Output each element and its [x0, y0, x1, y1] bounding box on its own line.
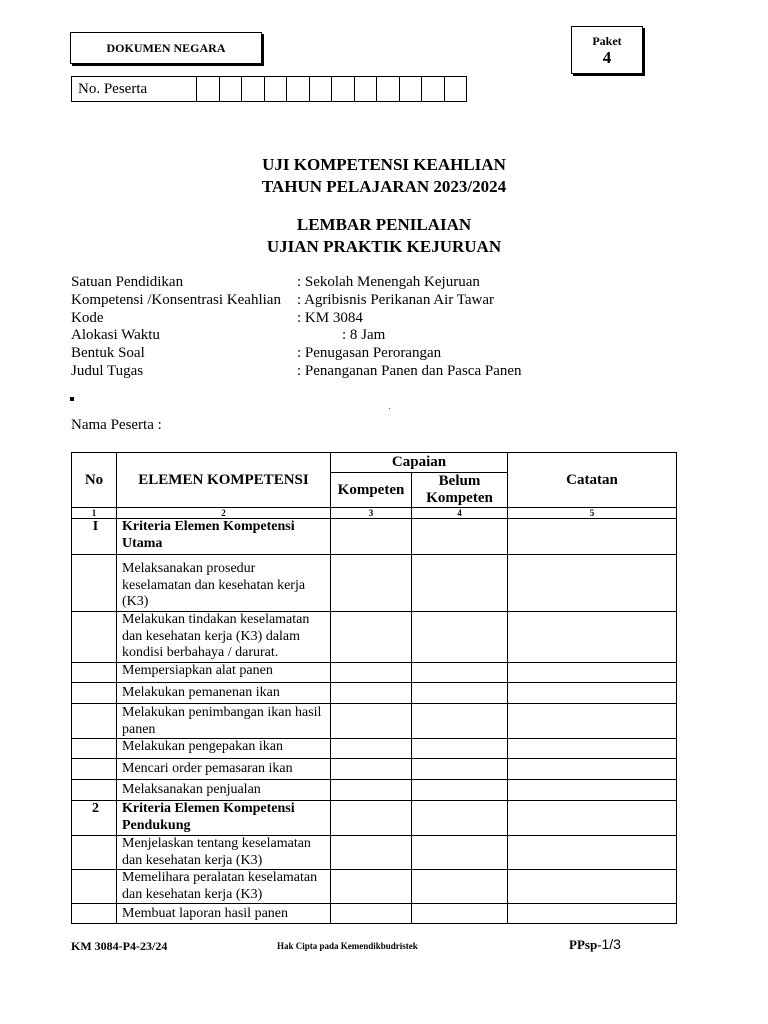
peserta-digit-cell[interactable] — [242, 77, 265, 101]
belum-kompeten-cell[interactable] — [412, 759, 508, 780]
kompeten-cell[interactable] — [331, 519, 412, 555]
assessment-table — [71, 452, 677, 924]
no-cell — [72, 555, 117, 612]
no-peserta-label: No. Peserta — [72, 77, 197, 101]
kompeten-cell[interactable] — [331, 663, 412, 683]
info-value: : KM 3084 — [297, 309, 363, 326]
table-row — [72, 663, 677, 683]
peserta-digit-cell[interactable] — [265, 77, 288, 101]
info-value: : 8 Jam — [297, 327, 386, 344]
kompeten-cell[interactable] — [331, 612, 412, 663]
info-label: Alokasi Waktu — [71, 327, 160, 344]
info-row — [71, 363, 522, 381]
nama-peserta-label: Nama Peserta : — [71, 417, 162, 433]
no-cell — [72, 759, 117, 780]
title-line-1: UJI KOMPETENSI KEAHLIAN — [262, 155, 506, 174]
catatan-cell[interactable] — [508, 836, 677, 870]
catatan-cell[interactable] — [508, 555, 677, 612]
belum-kompeten-cell[interactable] — [412, 612, 508, 663]
no-cell — [72, 836, 117, 870]
kompeten-cell[interactable] — [331, 870, 412, 904]
element-text: Melaksanakan prosedur keselamatan dan kesehatan kerja (K3) — [117, 555, 331, 612]
section-number: I — [72, 519, 117, 555]
catatan-cell[interactable] — [508, 612, 677, 663]
peserta-digit-cell[interactable] — [355, 77, 378, 101]
kompeten-cell[interactable] — [331, 759, 412, 780]
catatan-cell[interactable] — [508, 870, 677, 904]
sheet-title — [0, 214, 768, 258]
catatan-cell[interactable] — [508, 780, 677, 801]
header-belum-kompeten: Belum Kompeten — [412, 473, 508, 508]
info-value: : Sekolah Menengah Kejuruan — [297, 274, 480, 290]
paket-box — [571, 26, 643, 74]
index-cell: 3 — [331, 508, 412, 519]
footer-page-prefix: PPsp- — [569, 937, 602, 952]
kompeten-cell[interactable] — [331, 836, 412, 870]
index-cell: 5 — [508, 508, 677, 519]
kompeten-cell[interactable] — [331, 739, 412, 759]
table-row — [72, 780, 677, 801]
belum-kompeten-cell[interactable] — [412, 780, 508, 801]
peserta-digit-cell[interactable] — [220, 77, 243, 101]
footer-page-number: 1/3 — [601, 936, 621, 952]
element-text: Mempersiapkan alat panen — [117, 663, 331, 683]
peserta-digit-cell[interactable] — [422, 77, 445, 101]
table-row — [72, 739, 677, 759]
belum-kompeten-cell[interactable] — [412, 836, 508, 870]
table-row — [72, 870, 677, 904]
peserta-digit-cell[interactable] — [197, 77, 220, 101]
info-row — [71, 274, 522, 292]
belum-kompeten-cell[interactable] — [412, 519, 508, 555]
table-row — [72, 759, 677, 780]
element-text: Melakukan pemanenan ikan — [117, 683, 331, 704]
header-catatan: Catatan — [508, 453, 677, 508]
kompeten-cell[interactable] — [331, 904, 412, 924]
info-label: Kompetensi /Konsentrasi Keahlian — [71, 291, 281, 308]
table-row — [72, 801, 677, 836]
paket-label: Paket — [592, 34, 622, 48]
no-cell — [72, 612, 117, 663]
table-row — [72, 519, 677, 555]
no-cell — [72, 904, 117, 924]
element-text: Mencari order pemasaran ikan — [117, 759, 331, 780]
section-title: Kriteria Elemen Kompetensi Utama — [117, 519, 331, 555]
no-cell — [72, 739, 117, 759]
catatan-cell[interactable] — [508, 801, 677, 836]
catatan-cell[interactable] — [508, 704, 677, 739]
info-label: Satuan Pendidikan — [71, 274, 184, 290]
paket-number: 4 — [602, 48, 612, 67]
kompeten-cell[interactable] — [331, 704, 412, 739]
table-row — [72, 704, 677, 739]
table-row — [72, 904, 677, 924]
title-line-2: TAHUN PELAJARAN 2023/2024 — [261, 177, 507, 196]
footer-code: KM 3084-P4-23/24 — [71, 939, 168, 953]
info-row — [71, 327, 522, 345]
peserta-digit-cell[interactable] — [332, 77, 355, 101]
info-row — [71, 310, 522, 328]
info-value: : Penanganan Panen dan Pasca Panen — [297, 362, 522, 379]
header-capaian: Capaian — [331, 453, 508, 473]
belum-kompeten-cell[interactable] — [412, 663, 508, 683]
belum-kompeten-cell[interactable] — [412, 801, 508, 836]
exam-title — [0, 154, 768, 198]
header-kompeten: Kompeten — [331, 473, 412, 508]
footer-copyright: Hak Cipta pada Kemendikbudristek — [277, 941, 418, 951]
info-label: Bentuk Soal — [71, 345, 145, 362]
peserta-digit-cell[interactable] — [445, 77, 467, 101]
header-elemen: ELEMEN KOMPETENSI — [117, 453, 331, 508]
catatan-cell[interactable] — [508, 759, 677, 780]
table-row — [72, 555, 677, 612]
element-text: Membuat laporan hasil panen — [117, 904, 331, 924]
belum-kompeten-cell[interactable] — [412, 870, 508, 904]
no-cell — [72, 780, 117, 801]
belum-kompeten-cell[interactable] — [412, 904, 508, 924]
info-label: Kode — [71, 309, 104, 326]
info-value: : Penugasan Perorangan — [297, 345, 442, 362]
no-cell — [72, 663, 117, 683]
info-row — [71, 292, 522, 310]
info-row — [71, 345, 522, 363]
catatan-cell[interactable] — [508, 519, 677, 555]
exam-info — [71, 274, 522, 381]
belum-kompeten-cell[interactable] — [412, 739, 508, 759]
section-number: 2 — [72, 801, 117, 836]
no-cell — [72, 683, 117, 704]
section-title: Kriteria Elemen Kompetensi Pendukung — [117, 801, 331, 836]
element-text: Melakukan pengepakan ikan — [117, 739, 331, 759]
column-index-row — [72, 508, 677, 519]
catatan-cell[interactable] — [508, 739, 677, 759]
kompeten-cell[interactable] — [331, 801, 412, 836]
table-header-row — [72, 453, 677, 473]
no-cell — [72, 704, 117, 739]
header-no: No — [72, 453, 117, 508]
index-cell: 1 — [72, 508, 117, 519]
element-text: Melakukan tindakan keselamatan dan kesehatan kerja (K3) dalam kondisi berbahaya / darurat. — [117, 612, 331, 663]
kompeten-cell[interactable] — [331, 780, 412, 801]
element-text: Menjelaskan tentang keselamatan dan kesehatan kerja (K3) — [117, 836, 331, 870]
no-cell — [72, 870, 117, 904]
peserta-digit-cell[interactable] — [287, 77, 310, 101]
stray-dot — [389, 408, 390, 409]
catatan-cell[interactable] — [508, 904, 677, 924]
belum-kompeten-cell[interactable] — [412, 704, 508, 739]
footer-page — [569, 936, 621, 953]
peserta-digit-cell[interactable] — [377, 77, 400, 101]
element-text: Memelihara peralatan keselamatan dan kesehatan kerja (K3) — [117, 870, 331, 904]
belum-kompeten-cell[interactable] — [412, 555, 508, 612]
catatan-cell[interactable] — [508, 663, 677, 683]
dokumen-negara-box — [70, 32, 262, 64]
index-cell: 4 — [412, 508, 508, 519]
info-value: : Agribisnis Perikanan Air Tawar — [297, 291, 494, 308]
belum-kompeten-cell[interactable] — [412, 683, 508, 704]
index-cell: 2 — [117, 508, 331, 519]
peserta-digit-cell[interactable] — [400, 77, 423, 101]
kompeten-cell[interactable] — [331, 555, 412, 612]
dokumen-negara-label: DOKUMEN NEGARA — [106, 40, 226, 55]
table-row — [72, 612, 677, 663]
catatan-cell[interactable] — [508, 683, 677, 704]
no-peserta-row — [71, 76, 467, 102]
bullet-mark — [70, 397, 74, 401]
table-row — [72, 683, 677, 704]
info-label: Judul Tugas — [71, 362, 144, 379]
table-row — [72, 836, 677, 870]
title-line-4: UJIAN PRAKTIK KEJURUAN — [266, 237, 502, 256]
element-text: Melakukan penimbangan ikan hasil panen — [117, 704, 331, 739]
peserta-digit-cell[interactable] — [310, 77, 333, 101]
kompeten-cell[interactable] — [331, 683, 412, 704]
element-text: Melaksanakan penjualan — [117, 780, 331, 801]
title-line-3: LEMBAR PENILAIAN — [296, 215, 472, 234]
